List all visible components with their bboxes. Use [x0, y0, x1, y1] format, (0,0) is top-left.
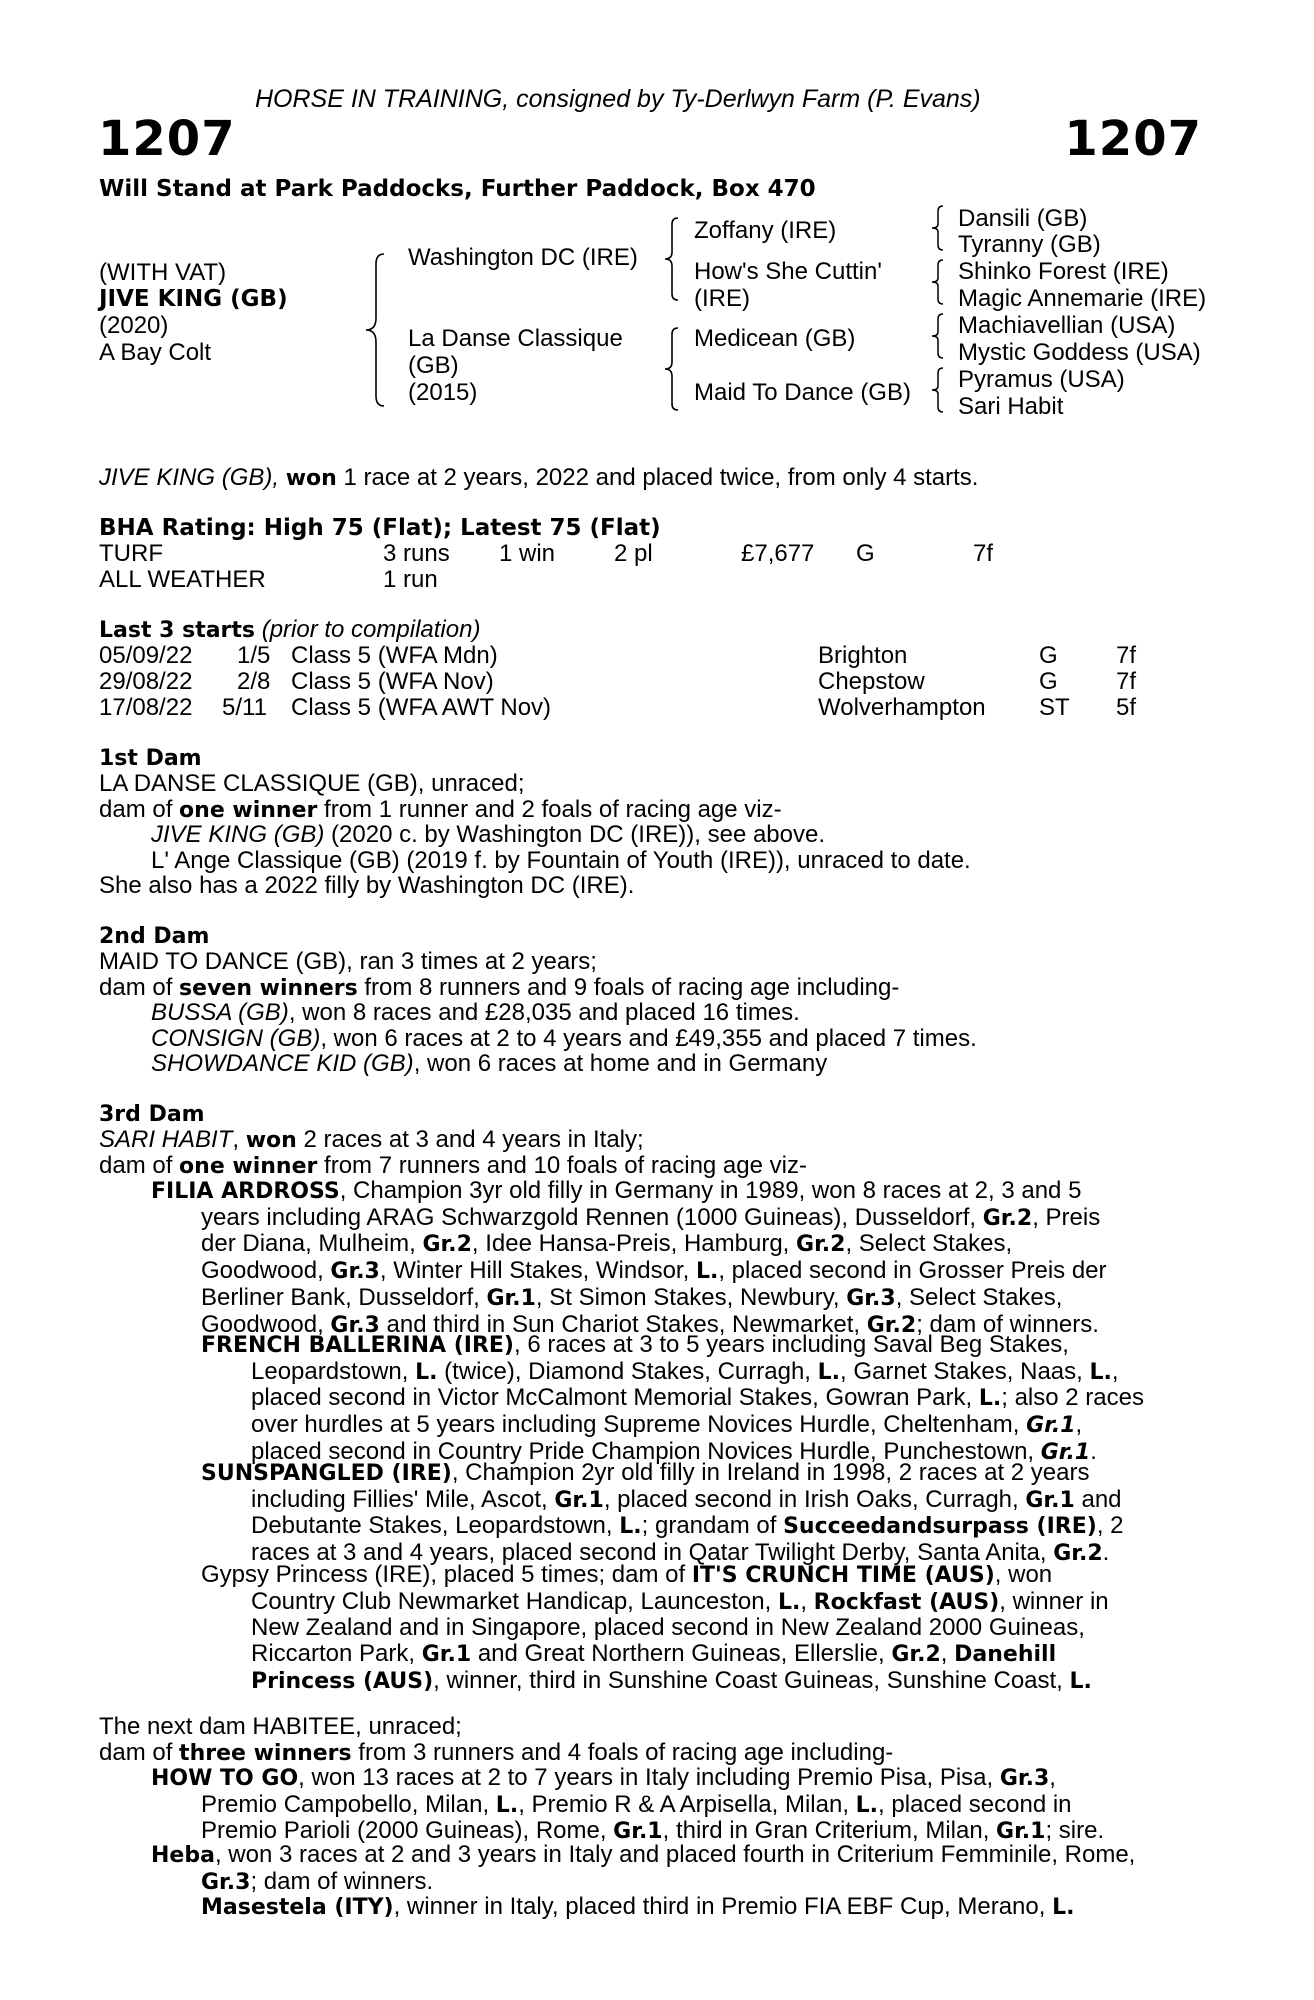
- start-position: 5/11: [222, 694, 267, 721]
- rating-turf-prize: £7,677: [741, 540, 815, 567]
- dam2-line: MAID TO DANCE (GB), ran 3 times at 2 years;: [99, 948, 597, 975]
- rating-turf-dist: 7f: [973, 540, 994, 567]
- start-position: 1/5: [237, 642, 271, 669]
- dam2-heading: 2nd Dam: [99, 924, 210, 949]
- vat-label: (WITH VAT): [99, 259, 227, 286]
- start-position: 2/8: [237, 668, 271, 695]
- start-dist: 7f: [1116, 668, 1137, 695]
- dam1-foal: L' Ange Classique (GB) (2019 f. by Fountain of Youth (IRE)), unraced to date.: [151, 847, 971, 874]
- rating-turf-going: G: [856, 540, 875, 567]
- start-race: Class 5 (WFA Nov): [291, 668, 494, 695]
- pedigree-dam-line2: (GB): [408, 352, 459, 379]
- start-course: Brighton: [818, 642, 908, 669]
- dam1-foal: JIVE KING (GB) (2020 c. by Washington DC (IRE)), see above.: [151, 821, 826, 848]
- race-summary: JIVE KING (GB), won 1 race at 2 years, 2022 and placed twice, from only 4 starts.: [99, 464, 979, 491]
- page-title: HORSE IN TRAINING, consigned by Ty-Derlwyn Farm (P. Evans): [255, 85, 981, 113]
- produce-masestela: Masestela (ITY), winner in Italy, placed third in Premio FIA EBF Cup, Merano, L.: [201, 1893, 1075, 1920]
- lot-number-left: 1207: [98, 111, 236, 167]
- produce-french-ballerina: FRENCH BALLERINA (IRE), 6 races at 3 to 5 years including Saval Beg Stakes, Leopardstown, L. (twice), Diamond Stakes, Curragh, L., Garnet Stakes, Naas, L., placed second in Victor McCalmont Memorial Stakes, Gowran Park, L.; also 2 races over hurdles at 5 years including Supreme Novices Hurdle, Cheltenham, Gr.1, placed second in Country Pride Champion Novices Hurdle, Punchestown, Gr.1.: [201, 1331, 1144, 1465]
- pedigree-dam-line1: La Danse Classique: [408, 325, 623, 352]
- pedigree-sss: Dansili (GB): [958, 205, 1088, 232]
- dam3-produce-summary: dam of one winner from 7 runners and 10 foals of racing age viz-: [99, 1152, 807, 1179]
- pedigree-brace-ss: [928, 203, 946, 253]
- dam3-heading: 3rd Dam: [99, 1102, 205, 1127]
- dam1-produce-summary: dam of one winner from 1 runner and 2 foals of racing age viz-: [99, 796, 782, 823]
- rating-heading: BHA Rating: High 75 (Flat); Latest 75 (Flat): [99, 515, 661, 541]
- start-course: Wolverhampton: [818, 694, 986, 721]
- start-going: G: [1039, 668, 1058, 695]
- rating-turf-surface: TURF: [99, 540, 163, 567]
- pedigree-ssd: Tyranny (GB): [958, 231, 1101, 258]
- pedigree-dsd: Mystic Goddess (USA): [958, 339, 1201, 366]
- start-date: 17/08/22: [99, 694, 193, 721]
- produce-gypsy-princess: Gypsy Princess (IRE), placed 5 times; dam of IT'S CRUNCH TIME (AUS), won Country Club Newmarket Handicap, Launceston, L., Rockfast (AUS), winner in New Zealand and in Singapore, placed second in New Zealand 2000 Guineas, Riccarton Park, Gr.1 and Great Northern Guineas, Ellerslie, Gr.2, Danehill Princess (AUS), winner, third in Sunshine Coast Guineas, Sunshine Coast, L.: [201, 1561, 1109, 1694]
- pedigree-sds: Shinko Forest (IRE): [958, 258, 1169, 285]
- rating-turf-places: 2 pl: [614, 540, 653, 567]
- pedigree-dam-line3: (2015): [408, 379, 478, 406]
- start-course: Chepstow: [818, 668, 925, 695]
- start-date: 05/09/22: [99, 642, 193, 669]
- produce-heba: Heba, won 3 races at 2 and 3 years in Italy and placed fourth in Criterium Femminile, Rome, Gr.3; dam of winners.: [151, 1841, 1136, 1895]
- dam3-line: SARI HABIT, won 2 races at 3 and 4 years in Italy;: [99, 1126, 644, 1153]
- rating-turf-wins: 1 win: [499, 540, 556, 567]
- produce-sunspangled: SUNSPANGLED (IRE), Champion 2yr old filly in Ireland in 1998, 2 races at 2 years including Fillies' Mile, Ascot, Gr.1, placed second in Irish Oaks, Curragh, Gr.1 and Debutante Stakes, Leopardstown, L.; grandam of Succeedandsurpass (IRE), 2 races at 3 and 4 years, placed second in Qatar Twilight Derby, Santa Anita, Gr.2.: [201, 1459, 1124, 1567]
- pedigree-brace-sire: [660, 214, 682, 304]
- produce-how-to-go: HOW TO GO, won 13 races at 2 to 7 years in Italy including Premio Pisa, Pisa, Gr.3, Premio Campobello, Milan, L., Premio R & A Arpisella, Milan, L., placed second in Premio Parioli (2000 Guineas), Rome, Gr.1, third in Gran Criterium, Milan, Gr.1; sire.: [151, 1764, 1105, 1845]
- pedigree-brace-dam: [660, 324, 682, 414]
- start-dist: 7f: [1116, 642, 1137, 669]
- next-dam-produce-summary: dam of three winners from 3 runners and 4 foals of racing age including-: [99, 1739, 894, 1766]
- pedigree-dam-sire: Medicean (GB): [694, 325, 856, 352]
- dam1-line: LA DANSE CLASSIQUE (GB), unraced;: [99, 770, 525, 797]
- pedigree-brace-gen1: [360, 250, 390, 410]
- start-race: Class 5 (WFA AWT Nov): [291, 694, 552, 721]
- pedigree-dss: Machiavellian (USA): [958, 312, 1176, 339]
- dam2-foal: CONSIGN (GB), won 6 races at 2 to 4 years and £49,355 and placed 7 times.: [151, 1025, 977, 1052]
- start-race: Class 5 (WFA Mdn): [291, 642, 498, 669]
- dam2-foal: SHOWDANCE KID (GB), won 6 races at home and in Germany: [151, 1050, 828, 1077]
- lot-number-right: 1207: [1064, 111, 1202, 167]
- dam1-note: She also has a 2022 filly by Washington DC (IRE).: [99, 872, 635, 899]
- produce-filia-ardross: FILIA ARDROSS, Champion 3yr old filly in Germany in 1989, won 8 races at 2, 3 and 5 years including ARAG Schwarzgold Rennen (1000 Guineas), Dusseldorf, Gr.2, Preis der Diana, Mulheim, Gr.2, Idee Hansa-Preis, Hamburg, Gr.2, Select Stakes, Goodwood, Gr.3, Winter Hill Stakes, Windsor, L., placed second in Grosser Preis der Berliner Bank, Dusseldorf, Gr.1, St Simon Stakes, Newbury, Gr.3, Select Stakes, Goodwood, Gr.3 and third in Sun Chariot Stakes, Newmarket, Gr.2; dam of winners.: [151, 1177, 1107, 1338]
- pedigree-sire-dam-line1: How's She Cuttin': [694, 258, 882, 285]
- horse-description: A Bay Colt: [99, 339, 212, 366]
- pedigree-ddd: Sari Habit: [958, 393, 1064, 420]
- start-date: 29/08/22: [99, 668, 193, 695]
- pedigree-brace-dd: [928, 365, 946, 415]
- rating-aw-surface: ALL WEATHER: [99, 566, 266, 593]
- dam2-produce-summary: dam of seven winners from 8 runners and 9 foals of racing age including-: [99, 974, 900, 1001]
- start-dist: 5f: [1116, 694, 1137, 721]
- dam1-heading: 1st Dam: [99, 746, 202, 771]
- pedigree-sire-sire: Zoffany (IRE): [694, 217, 837, 244]
- pedigree-brace-ds: [928, 311, 946, 361]
- pedigree-sire-dam-line2: (IRE): [694, 285, 750, 312]
- pedigree-sdd: Magic Annemarie (IRE): [958, 285, 1207, 312]
- pedigree-brace-sd: [928, 257, 946, 307]
- location-line: Will Stand at Park Paddocks, Further Paddock, Box 470: [99, 176, 816, 202]
- horse-name: JIVE KING (GB): [99, 286, 288, 312]
- pedigree-dam-dam: Maid To Dance (GB): [694, 379, 911, 406]
- start-going: G: [1039, 642, 1058, 669]
- rating-turf-runs: 3 runs: [383, 540, 450, 567]
- horse-year: (2020): [99, 312, 169, 339]
- start-going: ST: [1039, 694, 1070, 721]
- last-starts-heading: Last 3 starts (prior to compilation): [99, 616, 481, 643]
- rating-aw-runs: 1 run: [383, 566, 438, 593]
- dam2-foal: BUSSA (GB), won 8 races and £28,035 and placed 16 times.: [151, 999, 800, 1026]
- pedigree-dds: Pyramus (USA): [958, 366, 1125, 393]
- next-dam-line: The next dam HABITEE, unraced;: [99, 1713, 462, 1740]
- pedigree-sire: Washington DC (IRE): [408, 244, 638, 271]
